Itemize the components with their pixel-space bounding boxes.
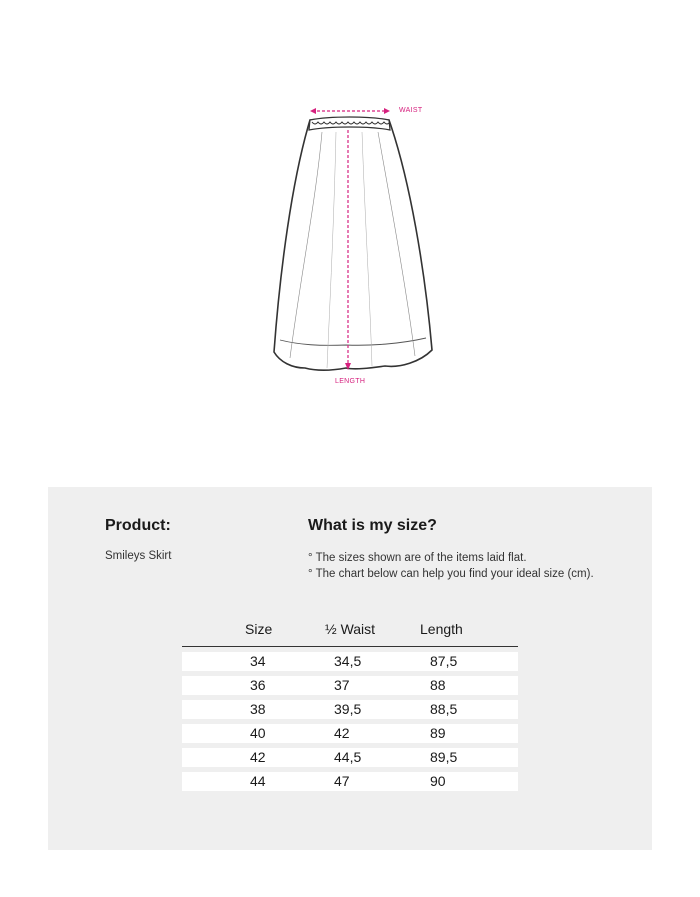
waist-arrow-head-right [384,108,390,114]
size-notes [308,550,594,582]
waist-label: WAIST [399,107,423,114]
cell-length: 88 [430,677,446,693]
skirt-outline [274,120,432,370]
cell-size: 42 [250,749,266,765]
cell-size: 38 [250,701,266,717]
cell-size: 36 [250,677,266,693]
table-row [182,676,518,695]
table-row [182,748,518,767]
cell-size: 44 [250,773,266,789]
waist-arrow-head-left [310,108,316,114]
table-header [182,621,518,647]
length-label: LENGTH [335,378,366,385]
table-row [182,652,518,671]
cell-length: 87,5 [430,653,458,669]
cell-length: 90 [430,773,446,789]
cell-half-waist: 42 [334,725,350,741]
cell-half-waist: 39,5 [334,701,362,717]
table-row [182,700,518,719]
cell-length: 89,5 [430,749,458,765]
column-header-half-waist: ½ Waist [325,621,376,637]
table-row [182,772,518,791]
product-heading: Product: [105,517,171,534]
size-help-heading: What is my size? [308,517,437,534]
cell-size: 40 [250,725,266,741]
cell-length: 88,5 [430,701,458,717]
size-info-panel [48,487,652,850]
cell-length: 89 [430,725,446,741]
skirt-drawing [0,0,700,420]
cell-half-waist: 47 [334,773,350,789]
cell-half-waist: 44,5 [334,749,362,765]
cell-half-waist: 37 [334,677,350,693]
skirt-illustration [0,0,700,420]
cell-half-waist: 34,5 [334,653,362,669]
column-header-size: Size [245,621,273,637]
size-note: ° The chart below can help you find your ideal size (cm). [308,568,594,580]
table-row [182,724,518,743]
column-header-length: Length [420,621,463,637]
size-note: ° The sizes shown are of the items laid flat. [308,552,527,564]
cell-size: 34 [250,653,266,669]
size-chart-table [182,621,518,791]
product-name: Smileys Skirt [105,550,172,562]
